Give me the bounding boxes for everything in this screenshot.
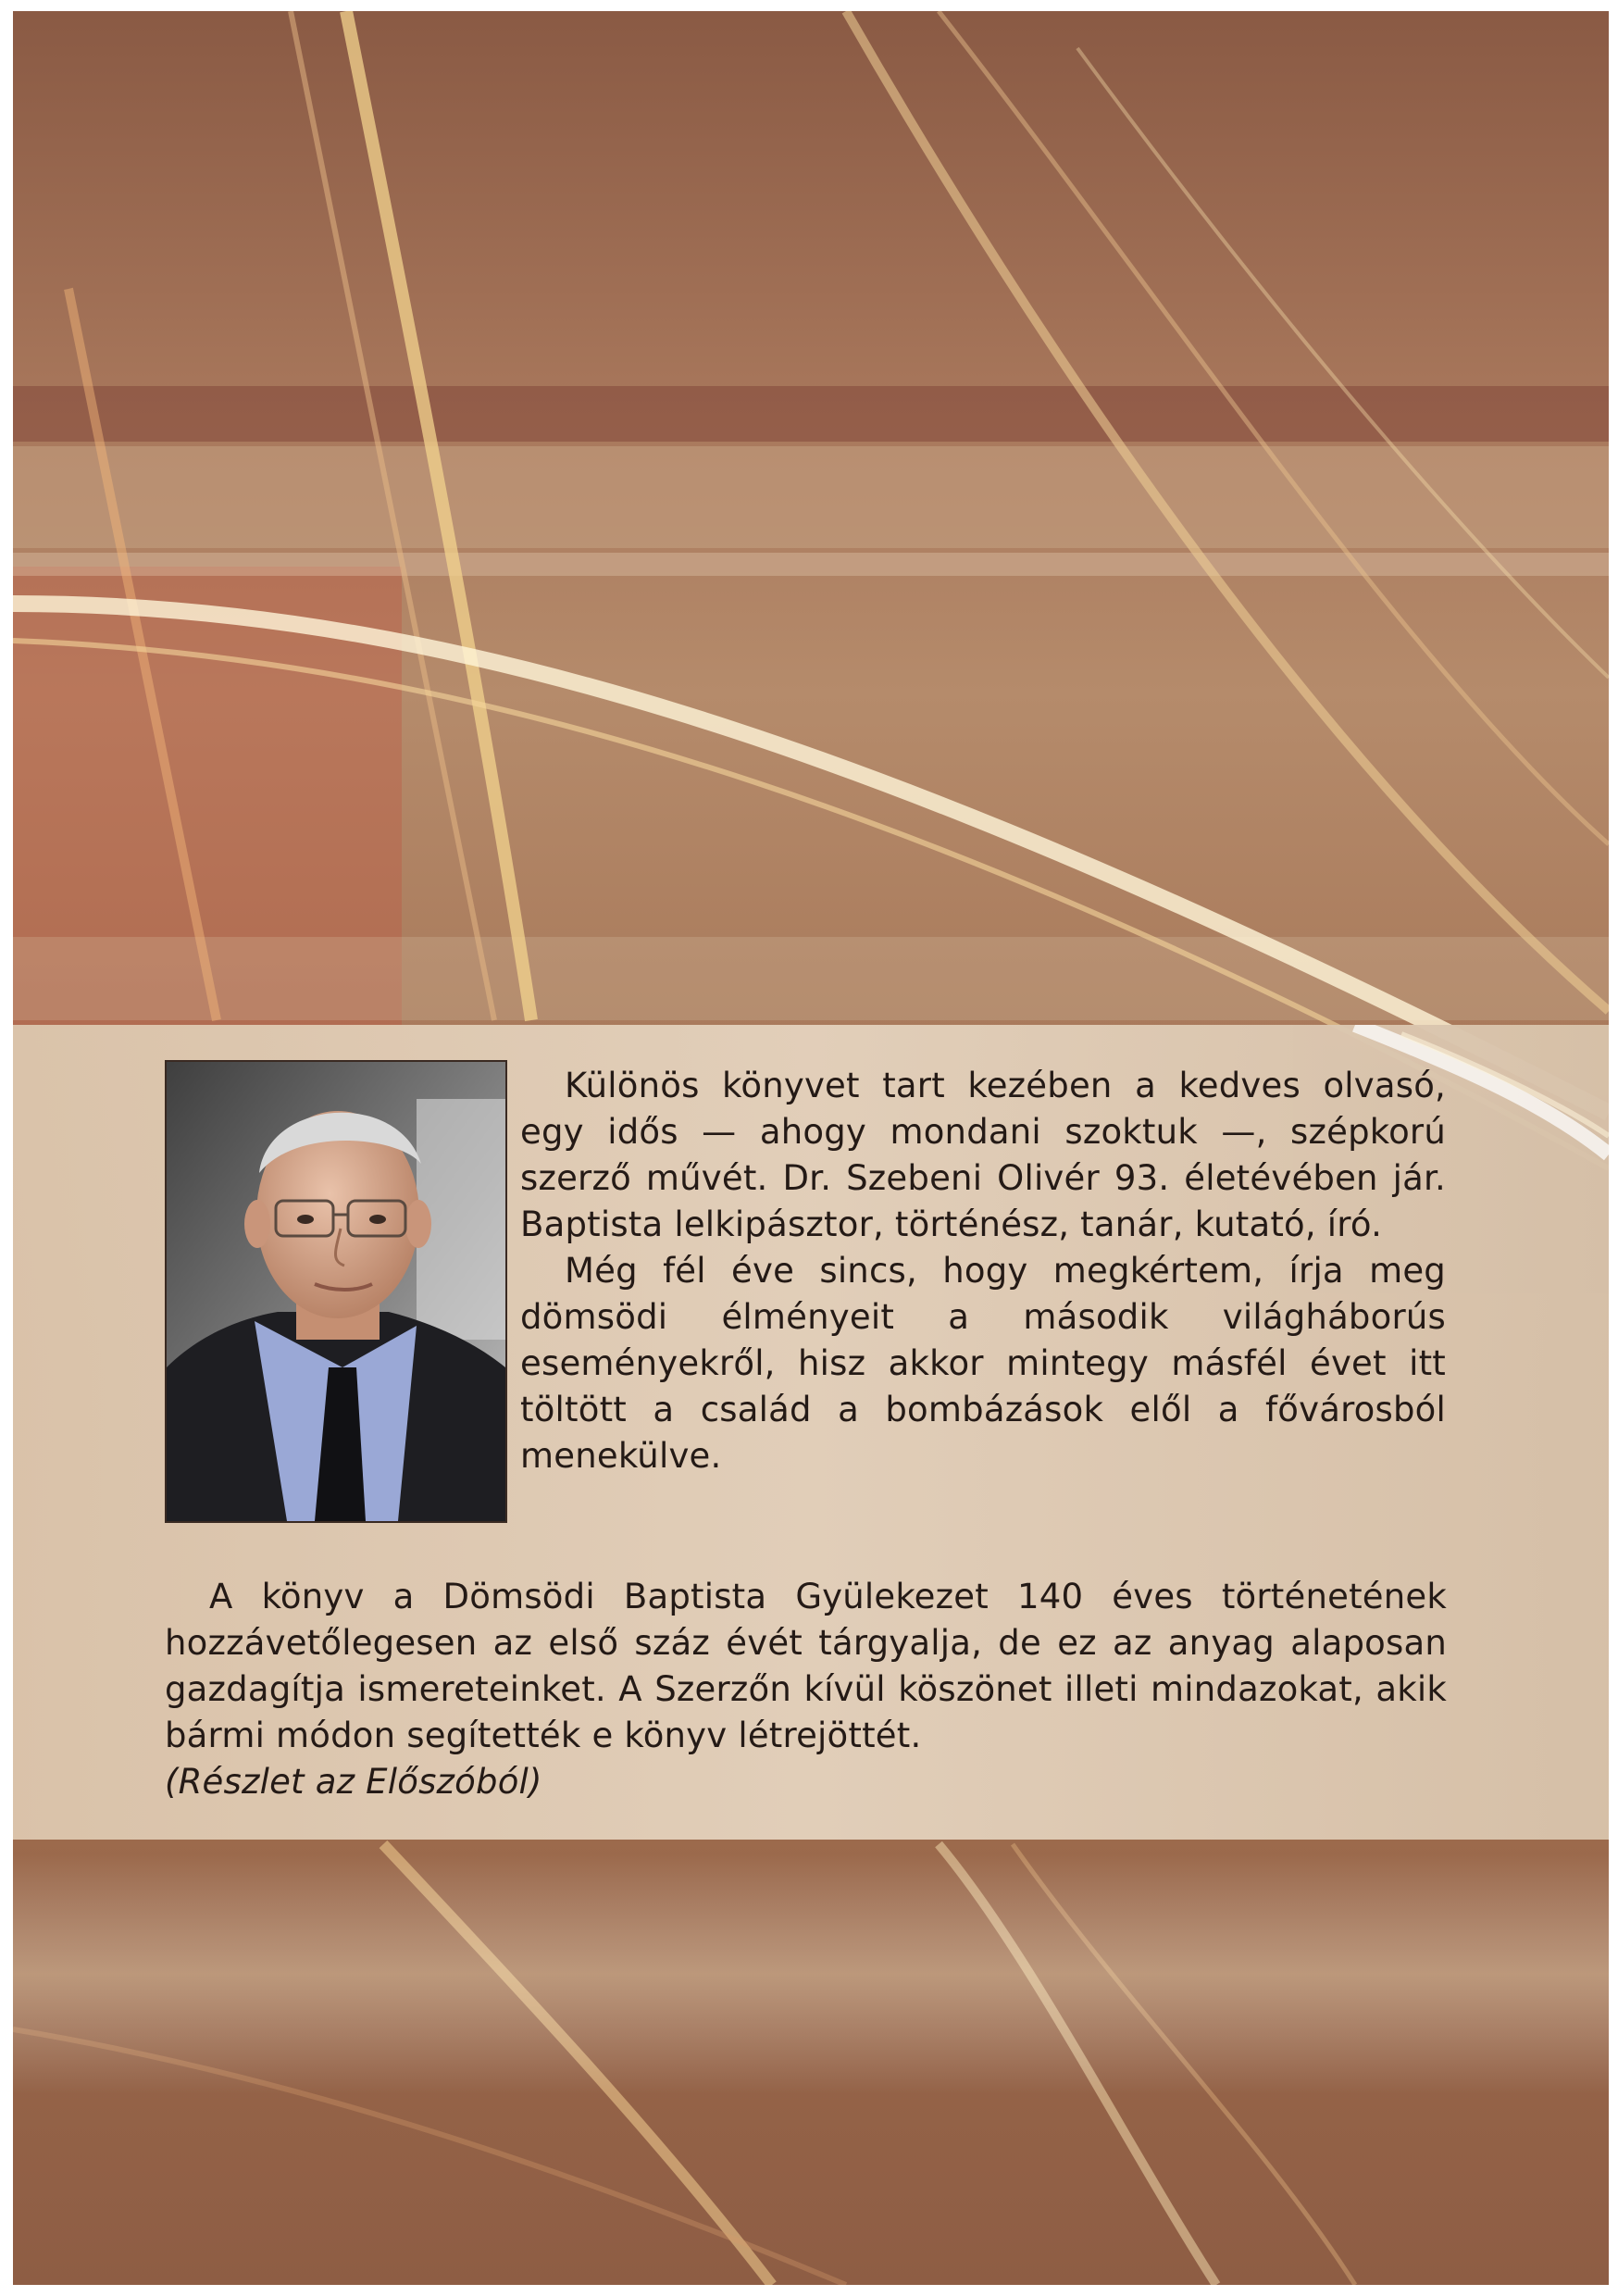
paragraph-2: Még fél éve sincs, hogy megkértem, írja meg dömsödi élményeit a második világháborús eseményekről, hisz akkor mintegy másfél évet itt töltött a család a bombázások elől a fővárosból menekülve.	[520, 1251, 1446, 1476]
paragraph-3: A könyv a Dömsödi Baptista Gyülekezet 140 éves történetének hozzávetőlegesen az első száz évét tárgyalja, de ez az anyag alaposan gazdagítja ismereteinket. A Szerzőn kívül köszönet illeti mindazokat, akik bármi módon segítették e könyv létrejöttét.	[165, 1577, 1447, 1755]
author-portrait	[165, 1060, 507, 1523]
blurb-intro	[520, 1063, 1446, 1479]
paragraph-1: Különös könyvet tart kezében a kedves olvasó, egy idős — ahogy mondani szoktuk —, szépkorú szerző művét. Dr. Szebeni Olivér 93. életévében jár. Baptista lelkipásztor, történész, tanár, kutató, író.	[520, 1066, 1446, 1244]
author-photo	[167, 1062, 505, 1521]
blurb-closing	[165, 1574, 1447, 1805]
excerpt-note: (Részlet az Előszóból)	[165, 1762, 542, 1802]
